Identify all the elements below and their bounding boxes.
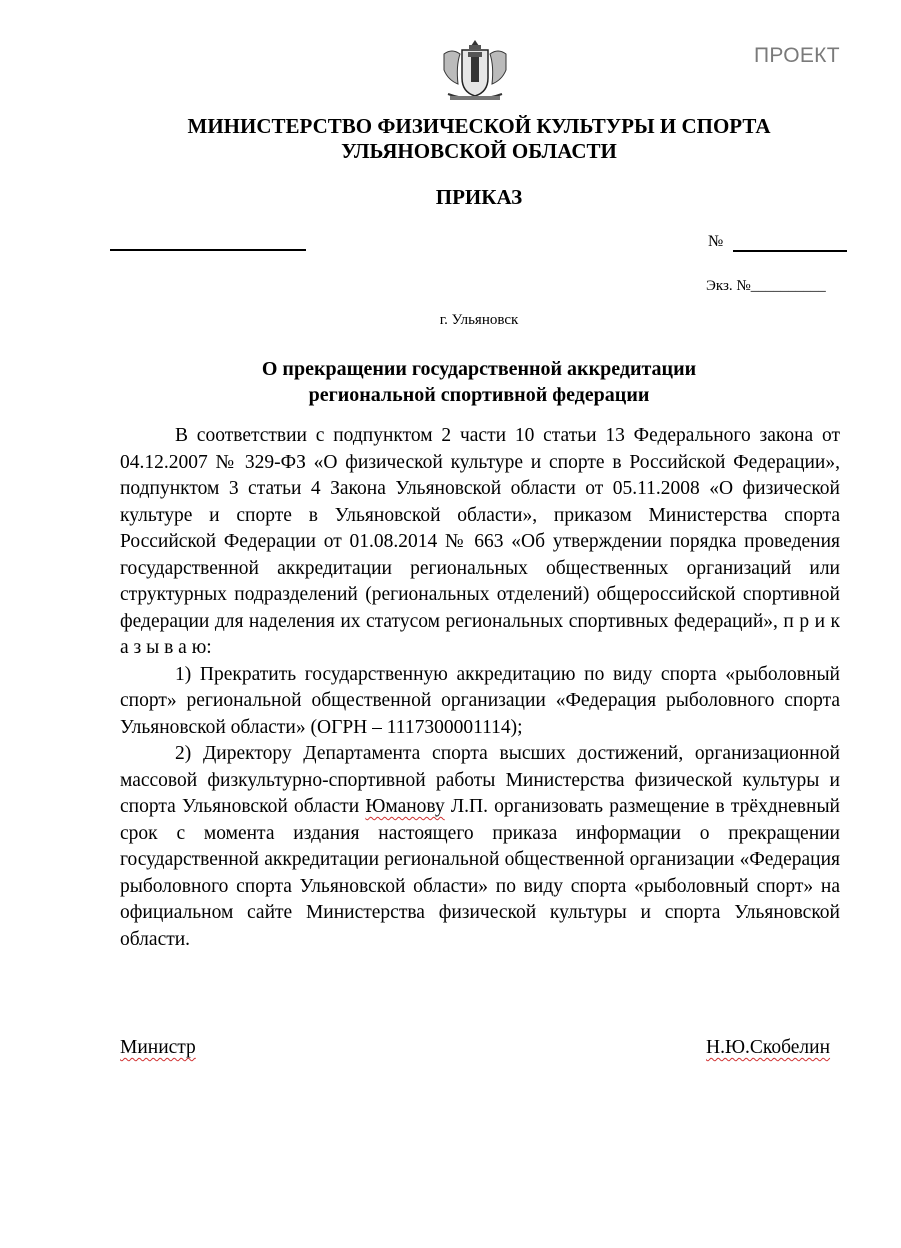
draft-stamp: ПРОЕКТ: [754, 44, 840, 67]
ministry-name: [120, 114, 838, 164]
coat-of-arms-emblem: [438, 36, 512, 106]
ministry-name-line2: УЛЬЯНОВСКОЙ ОБЛАСТИ: [341, 139, 617, 163]
number-sign: №: [708, 233, 724, 250]
signatory-name: Н.Ю.Скобелин: [706, 1037, 831, 1058]
date-blank-line: [110, 249, 306, 251]
order-subject-line1: О прекращении государственной аккредитации: [261, 358, 697, 380]
order-title: ПРИКАЗ: [435, 185, 523, 209]
city-label: г. Ульяновск: [439, 312, 519, 328]
order-subject-line2: региональной спортивной федерации: [308, 384, 650, 406]
clause-1-paragraph: 1) Прекратить государственную аккредитацию по виду спорта «рыболовный спорт» региональной общественной организации «Федерация рыболовного спорта Ульяновской области» (ОГРН – 1117300001114);: [120, 663, 840, 738]
order-subject: [120, 356, 838, 408]
signatory-position: Министр: [120, 1037, 196, 1058]
clause-2-text-start: 2) Директору Департамента спорта высших достижений, организационной массовой физкультурно-спортивной работы Министерства физической культуры и спорта Ульяновской области: [120, 743, 840, 817]
clause-2-text-end: Л.П. организовать размещение в трёхдневный срок с момента издания настоящего приказа информации о прекращении государственной аккредитации региональной общественной организации «Федерация рыболовного спорта Ульяновской области» по виду спорта «рыболовный спорт» на официальном сайте Министерства физической культуры и спорта Ульяновской области.: [120, 796, 840, 950]
copy-number-label: Экз. №__________: [706, 278, 826, 294]
director-surname: Юманову: [365, 796, 445, 817]
preamble-paragraph: В соответствии с подпунктом 2 части 10 статьи 13 Федерального закона от 04.12.2007 № 329-ФЗ «О физической культуре и спорте в Российской Федерации», подпунктом 3 статьи 4 Закона Ульяновской области от 05.11.2008 «О физической культуре и спорте в Ульяновской области», приказом Министерства спорта Российской Федерации от 01.08.2014 № 663 «Об утверждении порядка проведения государственной аккредитации региональных общественных организаций или структурных подразделений (региональных отделений) общероссийской спортивной федерации для наделения их статусом региональных спортивных федераций», п р и к а з ы в а ю:: [120, 425, 840, 658]
ministry-name-line1: МИНИСТЕРСТВО ФИЗИЧЕСКОЙ КУЛЬТУРЫ И СПОРТА: [187, 114, 771, 138]
clause-2-paragraph: [120, 741, 840, 953]
number-blank-line: [733, 250, 847, 252]
order-body: [120, 423, 840, 953]
